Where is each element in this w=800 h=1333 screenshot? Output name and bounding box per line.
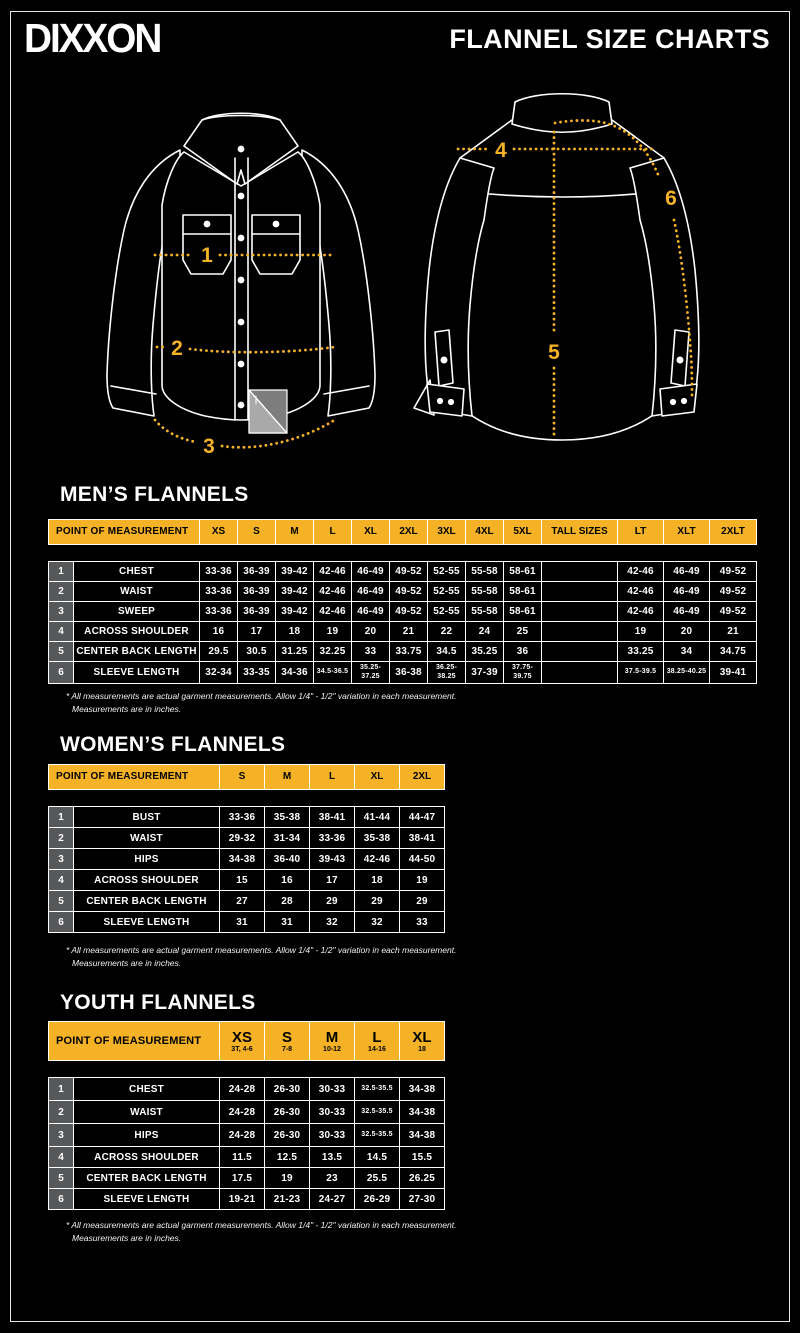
value-cell: 44-47 (400, 807, 444, 827)
footnote-line: Measurements are in inches. (72, 1233, 182, 1244)
value-cell: 31 (220, 912, 264, 932)
value-cell: 25.5 (355, 1168, 399, 1188)
row-label: SWEEP (74, 602, 199, 621)
value-cell: 36-39 (238, 582, 275, 601)
row-number: 6 (49, 912, 73, 932)
value-cell: 34-36 (276, 662, 313, 683)
value-cell: 41-44 (355, 807, 399, 827)
footnote-line: Measurements are in inches. (72, 958, 182, 969)
back-shirt-diagram (402, 80, 722, 472)
value-cell: 49-52 (710, 562, 756, 581)
header-size-s: S 7-8 (265, 1022, 309, 1060)
value-cell: 55-58 (466, 582, 503, 601)
value-cell: 22 (428, 622, 465, 641)
row-label: HIPS (74, 1124, 219, 1146)
footnote-line: * All measurements are actual garment measurements. Allow 1/4" - 1/2" variation in each measurement. (66, 1220, 457, 1230)
value-cell: 49-52 (390, 602, 427, 621)
value-cell: 39-43 (310, 849, 354, 869)
value-cell: 15.5 (400, 1147, 444, 1167)
value-cell: 58-61 (504, 602, 541, 621)
value-cell: 16 (200, 622, 237, 641)
row-number: 5 (49, 1168, 73, 1188)
row-number: 5 (49, 891, 73, 911)
back-collar (512, 94, 612, 133)
value-cell: 37.75-39.75 (504, 662, 541, 683)
value-cell: 42-46 (618, 562, 663, 581)
header-point-of-measurement: POINT OF MEASUREMENT (49, 520, 199, 544)
mens-section-title: MEN’S FLANNELS (60, 483, 249, 506)
header-size-2xlt: 2XLT (710, 520, 756, 544)
value-cell: 26-30 (265, 1078, 309, 1100)
row-number: 2 (49, 828, 73, 848)
back-left-cuff (427, 384, 464, 416)
row-number: 4 (49, 622, 73, 641)
value-cell: 34-38 (400, 1101, 444, 1123)
value-cell: 21-23 (265, 1189, 309, 1209)
value-cell: 35-38 (355, 828, 399, 848)
value-cell: 46-49 (664, 562, 709, 581)
row-label: WAIST (74, 582, 199, 601)
value-cell: 34-38 (400, 1078, 444, 1100)
table-body (48, 1077, 445, 1210)
row-label: CENTER BACK LENGTH (74, 891, 219, 911)
header-size-l: L 14-16 (355, 1022, 399, 1060)
value-cell: 20 (352, 622, 389, 641)
row-number: 6 (49, 1189, 73, 1209)
header-size-xl: XL (352, 520, 389, 544)
row-number: 2 (49, 582, 73, 601)
header-size-xs: XS 3T, 4-6 (220, 1022, 264, 1060)
value-cell: 35.25-37.25 (352, 662, 389, 683)
table-body (48, 806, 445, 933)
header-size-m: M (276, 520, 313, 544)
row-label: CHEST (74, 562, 199, 581)
value-cell: 42-46 (618, 602, 663, 621)
header-size-l: L (310, 765, 354, 789)
value-cell: 42-46 (314, 602, 351, 621)
womens-footnote (66, 944, 456, 970)
marker-6: 6 (665, 187, 677, 210)
value-cell: 15 (220, 870, 264, 890)
footnote-line: * All measurements are actual garment measurements. Allow 1/4" - 1/2" variation in each measurement. (66, 945, 457, 955)
value-cell: 42-46 (314, 582, 351, 601)
value-cell: 33.25 (618, 642, 663, 661)
value-cell: 38-41 (400, 828, 444, 848)
value-cell: 31.25 (276, 642, 313, 661)
dixxon-logo: DIXXON (24, 16, 161, 62)
value-cell: 30-33 (310, 1078, 354, 1100)
value-cell: 32.5-35.5 (355, 1124, 399, 1146)
value-cell: 31 (265, 912, 309, 932)
value-cell: 33-36 (310, 828, 354, 848)
value-cell: 25 (504, 622, 541, 641)
value-cell: 36-40 (265, 849, 309, 869)
row-number: 2 (49, 1101, 73, 1123)
value-cell: 39-42 (276, 562, 313, 581)
value-cell: 28 (265, 891, 309, 911)
header-size-m: M (265, 765, 309, 789)
front-body (162, 152, 320, 420)
value-cell: 33-35 (238, 662, 275, 683)
value-cell: 33-36 (200, 582, 237, 601)
front-hem-gusset (249, 390, 287, 433)
header-size-tall-sizes: TALL SIZES (542, 520, 617, 544)
row-number: 3 (49, 602, 73, 621)
value-cell: 19 (400, 870, 444, 890)
value-cell: 33 (352, 642, 389, 661)
marker-4: 4 (495, 139, 507, 162)
value-cell: 38.25-40.25 (664, 662, 709, 683)
value-cell: 52-55 (428, 562, 465, 581)
value-cell: 17 (238, 622, 275, 641)
header-size-2xl: 2XL (390, 520, 427, 544)
value-cell: 31-34 (265, 828, 309, 848)
value-cell: 32 (355, 912, 399, 932)
value-cell: 49-52 (390, 562, 427, 581)
row-number: 3 (49, 1124, 73, 1146)
value-cell: 52-55 (428, 582, 465, 601)
table-header-row (48, 519, 757, 545)
value-cell: 42-46 (314, 562, 351, 581)
row-label: WAIST (74, 828, 219, 848)
row-label: CENTER BACK LENGTH (74, 1168, 219, 1188)
value-cell: 35.25 (466, 642, 503, 661)
value-cell: 34-38 (400, 1124, 444, 1146)
header-size-2xl: 2XL (400, 765, 444, 789)
value-cell: 34 (664, 642, 709, 661)
value-cell: 46-49 (664, 582, 709, 601)
value-cell: 37-39 (466, 662, 503, 683)
header-size-3xl: 3XL (428, 520, 465, 544)
value-cell (542, 562, 617, 581)
value-cell: 46-49 (352, 562, 389, 581)
header-size-xlt: XLT (664, 520, 709, 544)
value-cell: 17 (310, 870, 354, 890)
value-cell (542, 602, 617, 621)
value-cell: 42-46 (618, 582, 663, 601)
value-cell: 38-41 (310, 807, 354, 827)
value-cell: 33-36 (200, 562, 237, 581)
value-cell: 32.5-35.5 (355, 1078, 399, 1100)
front-right-pocket (252, 215, 300, 274)
value-cell: 16 (265, 870, 309, 890)
value-cell: 29-32 (220, 828, 264, 848)
value-cell: 26.25 (400, 1168, 444, 1188)
value-cell: 32.25 (314, 642, 351, 661)
value-cell: 44-50 (400, 849, 444, 869)
value-cell: 46-49 (664, 602, 709, 621)
page-title: FLANNEL SIZE CHARTS (449, 24, 770, 54)
header-size-m: M 10-12 (310, 1022, 354, 1060)
value-cell: 32 (310, 912, 354, 932)
value-cell: 30-33 (310, 1101, 354, 1123)
value-cell: 34.5-36.5 (314, 662, 351, 683)
value-cell: 49-52 (390, 582, 427, 601)
value-cell: 29 (310, 891, 354, 911)
header-size-xl: XL 18 (400, 1022, 444, 1060)
row-label: BUST (74, 807, 219, 827)
value-cell: 34-38 (220, 849, 264, 869)
table-header-row (48, 764, 445, 790)
value-cell: 46-49 (352, 582, 389, 601)
value-cell: 19 (265, 1168, 309, 1188)
value-cell: 19-21 (220, 1189, 264, 1209)
value-cell: 27 (220, 891, 264, 911)
value-cell: 21 (390, 622, 427, 641)
front-shirt-diagram (80, 90, 400, 465)
value-cell: 55-58 (466, 602, 503, 621)
row-label: HIPS (74, 849, 219, 869)
row-number: 6 (49, 662, 73, 683)
value-cell: 11.5 (220, 1147, 264, 1167)
marker-1: 1 (201, 244, 213, 267)
value-cell (542, 582, 617, 601)
row-number: 4 (49, 870, 73, 890)
womens-section-title: WOMEN’S FLANNELS (60, 733, 286, 756)
table-header-row (48, 1021, 445, 1061)
value-cell: 39-42 (276, 602, 313, 621)
marker-3: 3 (203, 435, 215, 458)
value-cell: 24-28 (220, 1124, 264, 1146)
youth-size-table (48, 1021, 445, 1210)
row-label: SLEEVE LENGTH (74, 1189, 219, 1209)
table-body (48, 561, 757, 684)
value-cell: 19 (618, 622, 663, 641)
value-cell: 17.5 (220, 1168, 264, 1188)
header-size-s: S (220, 765, 264, 789)
value-cell (542, 642, 617, 661)
header-size-l: L (314, 520, 351, 544)
marker-2: 2 (171, 337, 183, 360)
header-point-of-measurement: POINT OF MEASUREMENT (49, 1022, 219, 1060)
value-cell: 24-28 (220, 1101, 264, 1123)
row-label: ACROSS SHOULDER (74, 1147, 219, 1167)
value-cell: 13.5 (310, 1147, 354, 1167)
row-label: WAIST (74, 1101, 219, 1123)
value-cell: 36-38 (390, 662, 427, 683)
mens-size-table (48, 519, 757, 684)
footnote-line: * All measurements are actual garment measurements. Allow 1/4" - 1/2" variation in each measurement. (66, 691, 457, 701)
value-cell: 58-61 (504, 562, 541, 581)
value-cell: 36.25-38.25 (428, 662, 465, 683)
value-cell: 26-29 (355, 1189, 399, 1209)
value-cell: 19 (314, 622, 351, 641)
value-cell (542, 662, 617, 683)
value-cell: 32-34 (200, 662, 237, 683)
sweep-measure-line (155, 420, 196, 442)
value-cell: 27-30 (400, 1189, 444, 1209)
value-cell (542, 622, 617, 641)
marker-5: 5 (548, 341, 560, 364)
value-cell: 49-52 (710, 602, 756, 621)
header-size-lt: LT (618, 520, 663, 544)
row-number: 3 (49, 849, 73, 869)
row-number: 1 (49, 562, 73, 581)
row-number: 5 (49, 642, 73, 661)
value-cell: 26-30 (265, 1101, 309, 1123)
value-cell: 30.5 (238, 642, 275, 661)
value-cell: 46-49 (352, 602, 389, 621)
value-cell: 36-39 (238, 562, 275, 581)
value-cell: 29 (355, 891, 399, 911)
value-cell: 12.5 (265, 1147, 309, 1167)
value-cell: 37.5-39.5 (618, 662, 663, 683)
value-cell: 35-38 (265, 807, 309, 827)
value-cell: 36 (504, 642, 541, 661)
header-size-4xl: 4XL (466, 520, 503, 544)
value-cell: 33-36 (220, 807, 264, 827)
value-cell: 42-46 (355, 849, 399, 869)
value-cell: 23 (310, 1168, 354, 1188)
value-cell: 52-55 (428, 602, 465, 621)
value-cell: 34.5 (428, 642, 465, 661)
value-cell: 26-30 (265, 1124, 309, 1146)
row-label: CENTER BACK LENGTH (74, 642, 199, 661)
value-cell: 55-58 (466, 562, 503, 581)
value-cell: 33-36 (200, 602, 237, 621)
youth-footnote (66, 1219, 456, 1245)
value-cell: 24-28 (220, 1078, 264, 1100)
row-label: ACROSS SHOULDER (74, 870, 219, 890)
header-size-xl: XL (355, 765, 399, 789)
top-bar (24, 18, 770, 61)
womens-size-table (48, 764, 445, 933)
value-cell: 24-27 (310, 1189, 354, 1209)
value-cell: 32.5-35.5 (355, 1101, 399, 1123)
value-cell: 33 (400, 912, 444, 932)
youth-section-title: YOUTH FLANNELS (60, 991, 256, 1014)
value-cell: 58-61 (504, 582, 541, 601)
row-label: SLEEVE LENGTH (74, 912, 219, 932)
footnote-line: Measurements are in inches. (72, 704, 182, 715)
value-cell: 14.5 (355, 1147, 399, 1167)
value-cell: 18 (276, 622, 313, 641)
value-cell: 49-52 (710, 582, 756, 601)
value-cell: 24 (466, 622, 503, 641)
value-cell: 36-39 (238, 602, 275, 621)
mens-footnote (66, 690, 456, 716)
row-label: SLEEVE LENGTH (74, 662, 199, 683)
header-size-s: S (238, 520, 275, 544)
value-cell: 21 (710, 622, 756, 641)
header-size-5xl: 5XL (504, 520, 541, 544)
row-number: 1 (49, 807, 73, 827)
value-cell: 29.5 (200, 642, 237, 661)
row-label: ACROSS SHOULDER (74, 622, 199, 641)
value-cell: 29 (400, 891, 444, 911)
value-cell: 33.75 (390, 642, 427, 661)
value-cell: 39-42 (276, 582, 313, 601)
value-cell: 39-41 (710, 662, 756, 683)
row-number: 1 (49, 1078, 73, 1100)
header-size-xs: XS (200, 520, 237, 544)
value-cell: 18 (355, 870, 399, 890)
row-number: 4 (49, 1147, 73, 1167)
value-cell: 30-33 (310, 1124, 354, 1146)
header-point-of-measurement: POINT OF MEASUREMENT (49, 765, 219, 789)
row-label: CHEST (74, 1078, 219, 1100)
value-cell: 20 (664, 622, 709, 641)
value-cell: 34.75 (710, 642, 756, 661)
